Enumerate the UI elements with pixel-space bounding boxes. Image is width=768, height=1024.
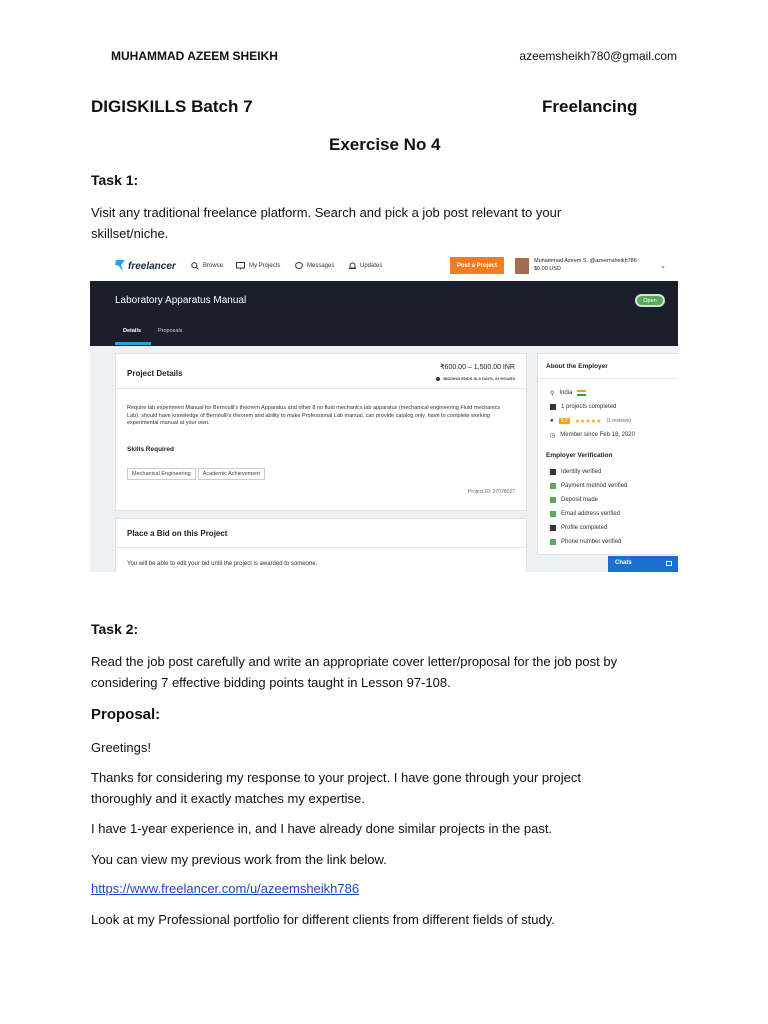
budget: ₹600.00 – 1,500.00 INR: [440, 364, 515, 371]
skills-list: [127, 462, 267, 480]
employer-country: India: [559, 390, 573, 396]
nav-updates-label: Updates: [360, 263, 383, 269]
verification-label: Identity verified: [561, 469, 602, 475]
proposal-para4: Look at my Professional portfolio for different clients from different fields of study.: [91, 912, 555, 927]
verification-label: Email address verified: [561, 511, 621, 517]
rating-reviews[interactable]: (1 reviews): [606, 418, 631, 424]
bid-card: [115, 518, 527, 572]
clock-icon: ◷: [550, 432, 556, 439]
verification-label: Profile completed: [561, 525, 608, 531]
mail-icon: [550, 511, 556, 517]
projects-completed: 1 projects completed: [561, 404, 617, 410]
id-card-icon: [550, 469, 556, 475]
nav-browse-label: Browse: [203, 263, 224, 269]
freelancer-screenshot: [90, 253, 678, 572]
course-title: DIGISKILLS Batch 7: [91, 97, 253, 116]
verification-label: Phone number verified: [561, 539, 622, 545]
freelancer-logo: [114, 259, 176, 273]
nav-messages[interactable]: [295, 262, 334, 270]
post-project-button[interactable]: Post a Project: [450, 257, 504, 274]
task2-line2: considering 7 effective bidding points taught in Lesson 97-108.: [91, 674, 451, 690]
verification-item: [550, 521, 627, 535]
project-description: Require lab experiment Manual for Bernoulli's theorem Apparatus and other 8 no fluid mechanics lab apparatus (mechanical engineering Fluid mechanics Lab). should have knowledge of Bernoulli's theorem and ability to make Professional Lab manual. can provide catalog only. have to complete working experimental manual at your own.: [127, 405, 501, 426]
chevron-down-icon[interactable]: ⌄: [660, 263, 666, 270]
member-row: [550, 428, 635, 442]
task1-text: [91, 203, 691, 244]
project-hero: [90, 281, 678, 346]
skill-chip[interactable]: Mechanical Engineering: [127, 468, 196, 480]
clock-icon: [436, 377, 440, 381]
status-badge: Open: [635, 294, 665, 307]
project-id: Project ID: 27078027: [468, 489, 515, 495]
proposal-para3: You can view my previous work from the link below.: [91, 852, 387, 867]
chat-bubble-icon: [295, 262, 303, 270]
task1-heading: Task 1:: [91, 172, 139, 188]
author-name: MUHAMMAD AZEEM SHEIKH: [111, 49, 278, 63]
task2-heading: Task 2:: [91, 621, 139, 637]
verification-heading: Employer Verification: [546, 452, 613, 459]
divider: [116, 388, 526, 389]
brand-name: freelancer: [128, 260, 176, 272]
nav-my-projects-label: My Projects: [249, 263, 281, 269]
nav-updates[interactable]: [349, 262, 382, 270]
chat-window-icon[interactable]: [666, 561, 672, 566]
verification-label: Deposit made: [561, 497, 599, 503]
shield-check-icon: [550, 483, 556, 489]
bidding-ends: [436, 376, 515, 381]
task2-text: [91, 652, 731, 693]
employer-heading: About the Employer: [546, 363, 608, 370]
rating-stars: ★★★★★: [574, 418, 602, 425]
bid-heading: Place a Bid on this Project: [127, 529, 228, 538]
skill-chip[interactable]: Academic Achievement: [198, 468, 265, 480]
verification-item: [550, 465, 627, 479]
bid-note: You will be able to edit your bid until the project is awarded to someone.: [127, 561, 318, 567]
tab-details[interactable]: Details: [123, 328, 142, 334]
country-row: [550, 386, 635, 400]
user-balance: $0.00 USD: [534, 266, 561, 272]
rating-row: [550, 414, 635, 428]
exercise-title: Exercise No 4: [329, 135, 441, 154]
user-info[interactable]: [534, 257, 637, 273]
subject-title: Freelancing: [542, 97, 638, 116]
freelancer-bird-icon: [114, 259, 126, 273]
author-email: azeemsheikh780@gmail.com: [519, 49, 677, 63]
nav-my-projects[interactable]: [236, 262, 280, 270]
verification-list: [550, 465, 627, 549]
bell-icon: [349, 262, 356, 270]
chats-bar[interactable]: [608, 556, 678, 572]
portfolio-link[interactable]: https://www.freelancer.com/u/azeemsheikh786: [91, 881, 360, 896]
phone-icon: [550, 539, 556, 545]
verification-item: [550, 493, 627, 507]
project-title: Laboratory Apparatus Manual: [115, 295, 247, 306]
task1-line1: Visit any traditional freelance platform. Search and pick a job post relevant to your: [91, 205, 562, 220]
proposal-para1: [91, 768, 711, 809]
employer-stats: [550, 386, 635, 442]
proposal-greeting: Greetings!: [91, 740, 151, 755]
projects-row: [550, 400, 635, 414]
search-icon: [191, 262, 199, 270]
project-details-heading: Project Details: [127, 369, 183, 378]
verification-item: [550, 507, 627, 521]
rating-value: 5.0: [560, 418, 568, 424]
person-icon: [550, 525, 556, 531]
monitor-icon: [550, 404, 556, 410]
employer-card: [537, 353, 678, 555]
user-avatar[interactable]: [515, 258, 529, 274]
user-name: Muhammad Azeem S. @azeemsheikh786: [534, 258, 637, 264]
tab-proposals[interactable]: Proposals: [158, 328, 183, 334]
nav-browse[interactable]: [191, 262, 223, 270]
proposal-para1-line2: thoroughly and it exactly matches my expertise.: [91, 790, 365, 806]
person-icon: ●: [550, 418, 554, 424]
task2-line1: Read the job post carefully and write an appropriate cover letter/proposal for the job post by: [91, 654, 618, 669]
verification-item: [550, 535, 627, 549]
deposit-icon: [550, 497, 556, 503]
monitor-icon: [236, 262, 245, 270]
proposal-heading: Proposal:: [91, 706, 161, 723]
skills-heading: Skills Required: [127, 446, 174, 453]
freelancer-navbar: [90, 253, 678, 282]
bidding-ends-text: BIDDING ENDS IN 6 DAYS, 23 HOURS: [443, 376, 515, 381]
divider: [538, 378, 678, 379]
proposal-para1-line1: Thanks for considering my response to your project. I have gone through your project: [91, 770, 581, 785]
member-since: Member since Feb 18, 2020: [560, 432, 635, 438]
project-details-card: [115, 353, 527, 511]
task1-line2: skillset/niche.: [91, 225, 169, 241]
verification-label: Payment method verified: [561, 483, 628, 489]
chats-label: Chats: [615, 560, 632, 566]
divider: [116, 547, 526, 548]
location-pin-icon: ⚲: [550, 390, 555, 397]
verification-item: [550, 479, 627, 493]
nav-messages-label: Messages: [307, 263, 335, 269]
india-flag-icon: [577, 390, 586, 396]
active-tab-indicator: [115, 342, 151, 345]
proposal-para2: I have 1-year experience in, and I have already done similar projects in the past.: [91, 821, 553, 836]
